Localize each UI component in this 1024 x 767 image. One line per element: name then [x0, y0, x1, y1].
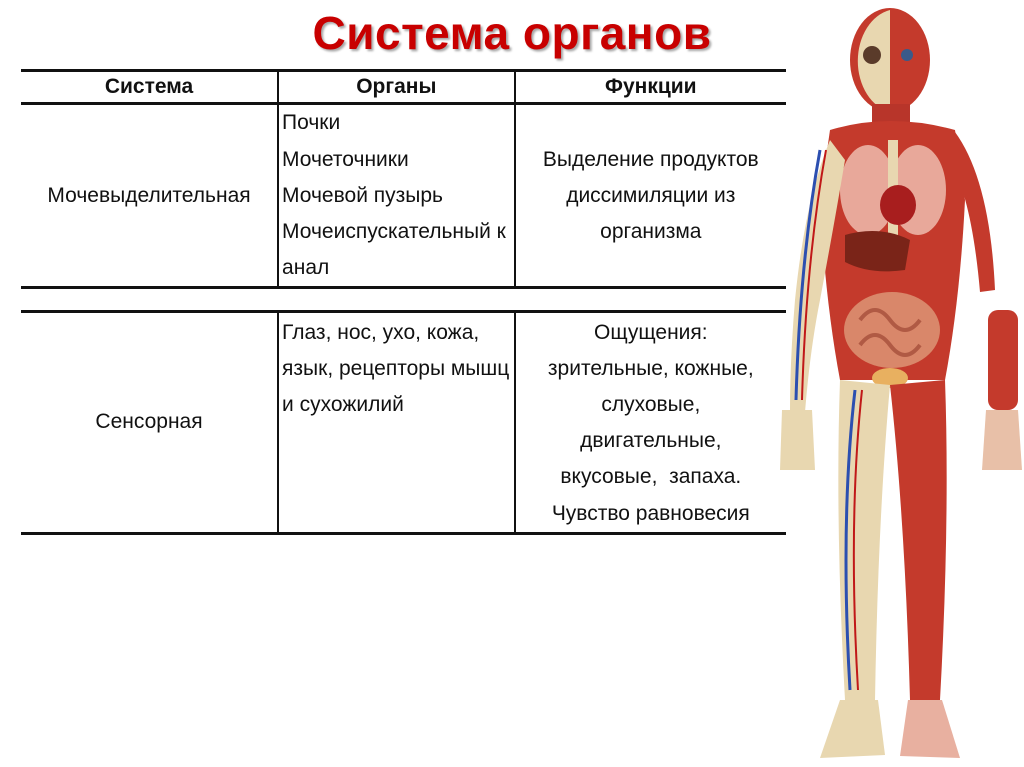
table-header-row	[21, 71, 786, 104]
organs-cell: Глаз, нос, ухо, кожа, язык, рецепторы мышц и сухожилий	[278, 312, 515, 534]
function-line: Ощущения:	[594, 321, 708, 344]
header-system: Система	[21, 71, 278, 104]
function-line: Чувство равновесия	[551, 501, 750, 525]
header-functions: Функции	[515, 71, 786, 104]
function-line: вкусовые, запаха.	[560, 465, 742, 489]
system-cell: Сенсорная	[95, 410, 203, 434]
organ-system-table-header-part	[21, 69, 786, 289]
function-line: двигательные,	[580, 429, 722, 453]
body-outline	[780, 8, 1022, 758]
organ-item: Мочеточники	[282, 147, 409, 171]
function-line: слуховые,	[601, 393, 701, 417]
table-row	[21, 312, 786, 534]
organ-item: Почки	[282, 111, 341, 135]
organ-item: Мочеиспускательный канал	[282, 219, 506, 279]
human-anatomy-figure	[760, 0, 1024, 767]
functions-cell: Выделение продуктов диссимиляции из организма	[515, 104, 786, 288]
function-line: зрительные, кожные,	[547, 357, 754, 381]
system-cell: Мочевыделительная	[47, 183, 251, 207]
table-row	[21, 104, 786, 288]
functions-cell	[515, 312, 786, 534]
organ-system-table-sensory	[21, 310, 786, 535]
organs-cell	[278, 104, 515, 288]
organ-item: Мочевой пузырь	[282, 183, 443, 207]
header-organs: Органы	[278, 71, 515, 104]
page-title: Система органов	[312, 7, 712, 59]
